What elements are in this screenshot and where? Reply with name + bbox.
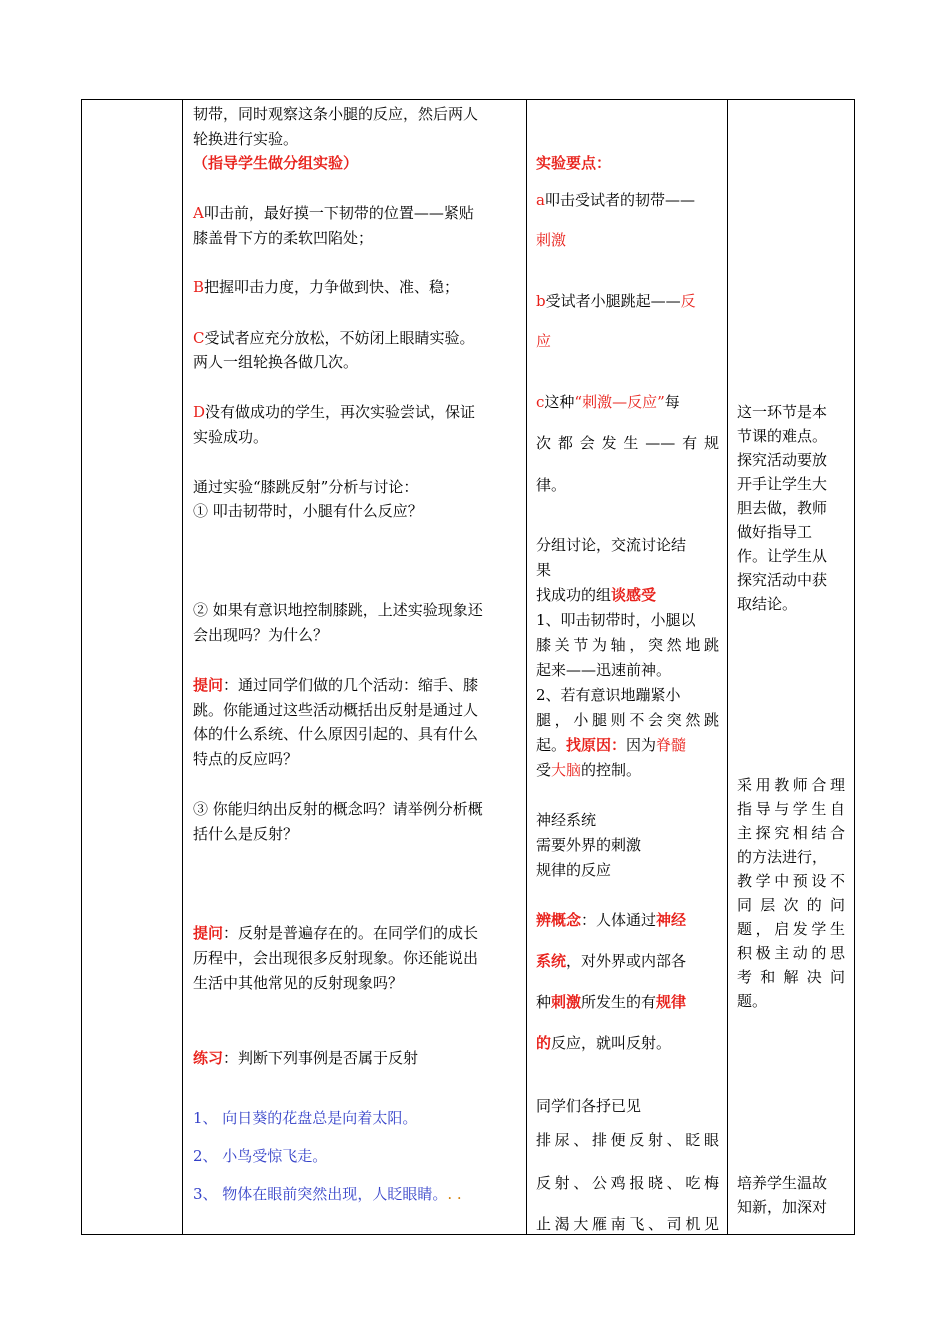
text-line: 神经系统 <box>536 811 597 829</box>
cause-line: 受大脑的控制。 <box>536 761 642 779</box>
text-line: 规律的反应 <box>536 861 612 879</box>
text-line: 腿，小腿则不会突然跳 <box>536 711 719 729</box>
concept-line: 的反应，就叫反射。 <box>536 1034 672 1052</box>
design-intent-column <box>728 100 855 1235</box>
lesson-table <box>81 99 855 1235</box>
text-line: 膝盖骨下方的柔软凹陷处； <box>193 229 374 247</box>
question-2: ② 如果有意识地控制膝跳，上述实验现象还 <box>193 601 483 619</box>
text-line: 特点的反应吗？ <box>193 750 299 768</box>
concept-line: 系统，对外界或内部各 <box>536 952 687 970</box>
concept-line: 种刺激所发生的有规律 <box>536 993 687 1011</box>
text-line: 韧带，同时观察这条小腿的反应，然后两人 <box>193 105 479 123</box>
prompt-2: 提问：反射是普遍存在的。在同学们的成长 <box>193 924 479 942</box>
text-line: 反射、公鸡报晓、吃梅 <box>536 1174 719 1192</box>
text-line: 次都会发生——有规 <box>536 434 719 452</box>
text-line: 轮换进行实验。 <box>193 130 299 148</box>
text-line: 膝关节为轴，突然地跳 <box>536 636 719 654</box>
prompt-1: 提问：通过同学们做的几个活动：缩手、膝 <box>193 676 479 694</box>
text-line: 体的什么系统、什么原因引起的、具有什么 <box>193 725 479 743</box>
text-line: 刺激 <box>536 231 567 249</box>
student-activity-column <box>527 100 728 1235</box>
text-line: 实验成功。 <box>193 428 269 446</box>
text-line: 应 <box>536 332 552 350</box>
teaching-process-column <box>183 100 527 1235</box>
text-line: 果 <box>536 561 552 579</box>
question-3: ③ 你能归纳出反射的概念吗？请举例分析概 <box>193 800 483 818</box>
text-line: 同学们各抒已见 <box>536 1097 642 1115</box>
text-line: 需要外界的刺激 <box>536 836 642 854</box>
step-d: D没有做成功的学生，再次实验尝试，保证 <box>193 403 476 421</box>
text-line: 会出现吗？为什么？ <box>193 626 329 644</box>
point-a: a叩击受试者的韧带—— <box>536 191 695 209</box>
text-line: 1、叩击韧带时，小腿以 <box>536 611 696 629</box>
key-points-heading: 实验要点： <box>536 154 612 172</box>
text-line: 历程中，会出现很多反射现象。你还能说出 <box>193 949 479 967</box>
exercise-item: 1、 向日葵的花盘总是向着太阳。 <box>193 1109 418 1127</box>
step-c: C受试者应充分放松，不妨闭上眼睛实验。 <box>193 329 475 347</box>
step-b: B把握叩击力度，力争做到快、准、稳； <box>193 278 460 296</box>
exercise-item: 2、 小鸟受惊飞走。 <box>193 1147 328 1165</box>
note-1: 这一环节是本 节课的难点。 探究活动要放 开手让学生大 胆去做，教师 做好指导工 作。让学生从 探究活动中获 取结论。 <box>737 403 828 613</box>
text-line: 排尿、排便反射、眨眼 <box>536 1131 719 1149</box>
blank-column <box>82 100 183 1235</box>
cause-line: 起。找原因：因为脊髓 <box>536 736 687 754</box>
text-line: 括什么是反射？ <box>193 825 299 843</box>
discussion-heading: 通过实验“膝跳反射”分析与讨论： <box>193 478 419 496</box>
step-a: A叩击前，最好摸一下韧带的位置——紧贴 <box>193 204 474 222</box>
exercise-item: 3、 物体在眼前突然出现，人眨眼睛。. . <box>193 1185 462 1203</box>
guide-heading: （指导学生做分组实验） <box>193 154 359 172</box>
question-1: ① 叩击韧带时，小腿有什么反应？ <box>193 502 423 520</box>
text-line: 生活中其他常见的反射现象吗？ <box>193 974 404 992</box>
text-line: 起来——迅速前神。 <box>536 661 672 679</box>
share-heading: 找成功的组谈感受 <box>536 586 657 604</box>
text-line: 跳。你能通过这些活动概括出反射是通过人 <box>193 701 479 719</box>
concept-line: 辨概念：人体通过神经 <box>536 911 687 929</box>
note-3: 培养学生温故 知新，加深对 <box>737 1174 828 1216</box>
exercise-heading: 练习：判断下列事例是否属于反射 <box>193 1049 419 1067</box>
text-line: 律。 <box>536 476 567 494</box>
text-line: 分组讨论，交流讨论结 <box>536 536 687 554</box>
point-c: c这种“刺激—反应”每 <box>536 393 680 411</box>
text-line: 止渴大雁南飞、司机见 <box>536 1215 719 1233</box>
text-line: 两人一组轮换各做几次。 <box>193 353 359 371</box>
note-2: 采用教师合理 指导与学生自 主探究相结合 的方法进行， 教学中预设不 同层次的问 题，启发学生 积极主动的思 考和解决问 题。 <box>737 776 845 1010</box>
point-b: b受试者小腿跳起——反 <box>536 292 696 310</box>
text-line: 2、若有意识地蹦紧小 <box>536 686 681 704</box>
